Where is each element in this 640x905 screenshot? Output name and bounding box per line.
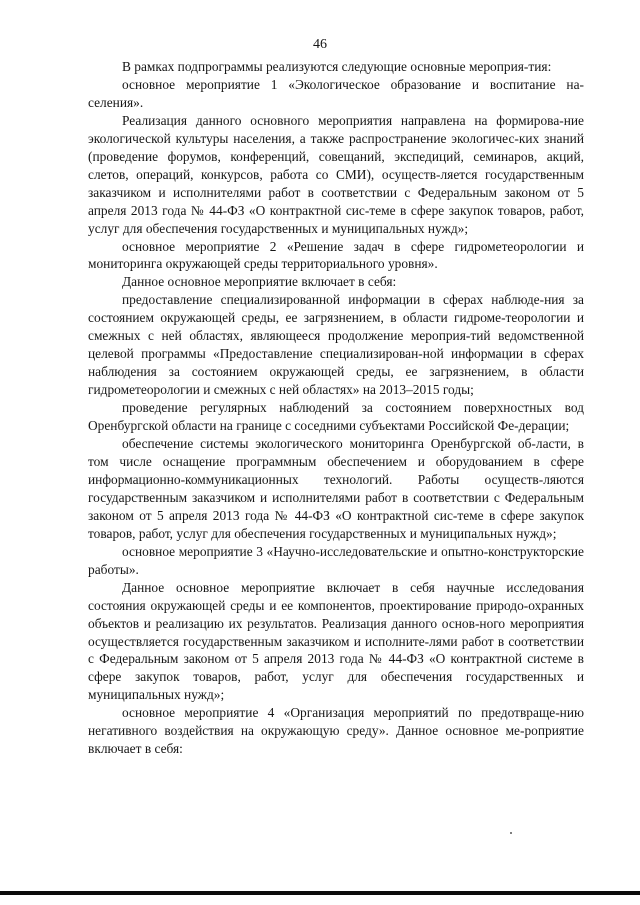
paragraph-specialized-information: предоставление специализированной информации в сферах наблюде-ния за состоянием окружающей среды, ее загрязнением, в области гидроме-теорологии и смежных с ней областях, являющееся продолжение мероприя-тий ведомственной целевой программы «Предоставление специализирован-ной информации в сферах наблюдения за состоянием окружающей среды, ее загрязнением, в области гидрометеорологии и смежных с ней областях» на 2013–2015 годы; — [88, 292, 584, 398]
paragraph-measure-3-title: основное мероприятие 3 «Научно-исследовательские и опытно-конструкторские работы». — [88, 543, 584, 577]
paragraph-measure-4-title: основное мероприятие 4 «Организация мероприятий по предотвраще-нию негативного воздействия на окружающую среду». Данное основное ме-роприятие включает в себя: — [88, 705, 584, 757]
paragraph-measure-1-description: Реализация данного основного мероприятия направлена на формирова-ние экологической культуры населения, а также распространение экологичес-ких знаний (проведение форумов, конференций, совещаний, экспедиций, семинаров, акций, слетов, операций, конкурсов, работа со СМИ), осуществ-ляется государственным заказчиком и исполнителями работ в соответствии с Федеральным законом от 5 апреля 2013 года № 44-ФЗ «О контрактной сис-теме в сфере закупок товаров, работ, услуг для обеспечения государственных и муниципальных нужд»; — [88, 112, 584, 236]
paragraph-intro: В рамках подпрограммы реализуются следующие основные мероприя-тия: — [122, 59, 552, 74]
paragraph-measure-1-title: основное мероприятие 1 «Экологическое образование и воспитание на-селения». — [88, 76, 584, 110]
page-number: 46 — [313, 37, 327, 52]
paragraph-surface-water-observations: проведение регулярных наблюдений за состоянием поверхностных вод Оренбургской области на границе с соседними субъектами Российской Фе-дерации; — [88, 400, 584, 434]
paragraph-measure-2-includes: Данное основное мероприятие включает в себя: — [122, 274, 397, 290]
paragraph-measure-3-description: Данное основное мероприятие включает в себя научные исследования состояния окружающей среды и ее компонентов, проектирование природо-охранных объектов и реализацию их результатов. Реализация данного основ-ного мероприятия осуществляется государственным заказчиком и исполните-лями работ в соответствии с Федеральным законом от 5 апреля 2013 года № 44-ФЗ «О контрактной системе в сфере закупок товаров, работ, услуг для обеспечения государственных и муниципальных нужд»; — [88, 579, 584, 703]
paragraph-measure-2-title: основное мероприятие 2 «Решение задач в сфере гидрометеорологии и мониторинга окружающей среды территориального уровня». — [88, 238, 584, 272]
scan-edge-bar — [0, 891, 640, 895]
scan-speck — [510, 832, 512, 834]
paragraph-monitoring-system: обеспечение системы экологического мониторинга Оренбургской об-ласти, в том числе оснащение программным обеспечением и оборудованием в сфере информационно-коммуникационных технологий. Работы осуществ-ляются государственным заказчиком и исполнителями работ в соответствии с Федеральным законом от 5 апреля 2013 года № 44-ФЗ «О контрактной сис-теме в сфере закупок товаров, работ, услуг для обеспечения государственных и муниципальных нужд»; — [88, 436, 584, 541]
document-body — [88, 58, 584, 758]
